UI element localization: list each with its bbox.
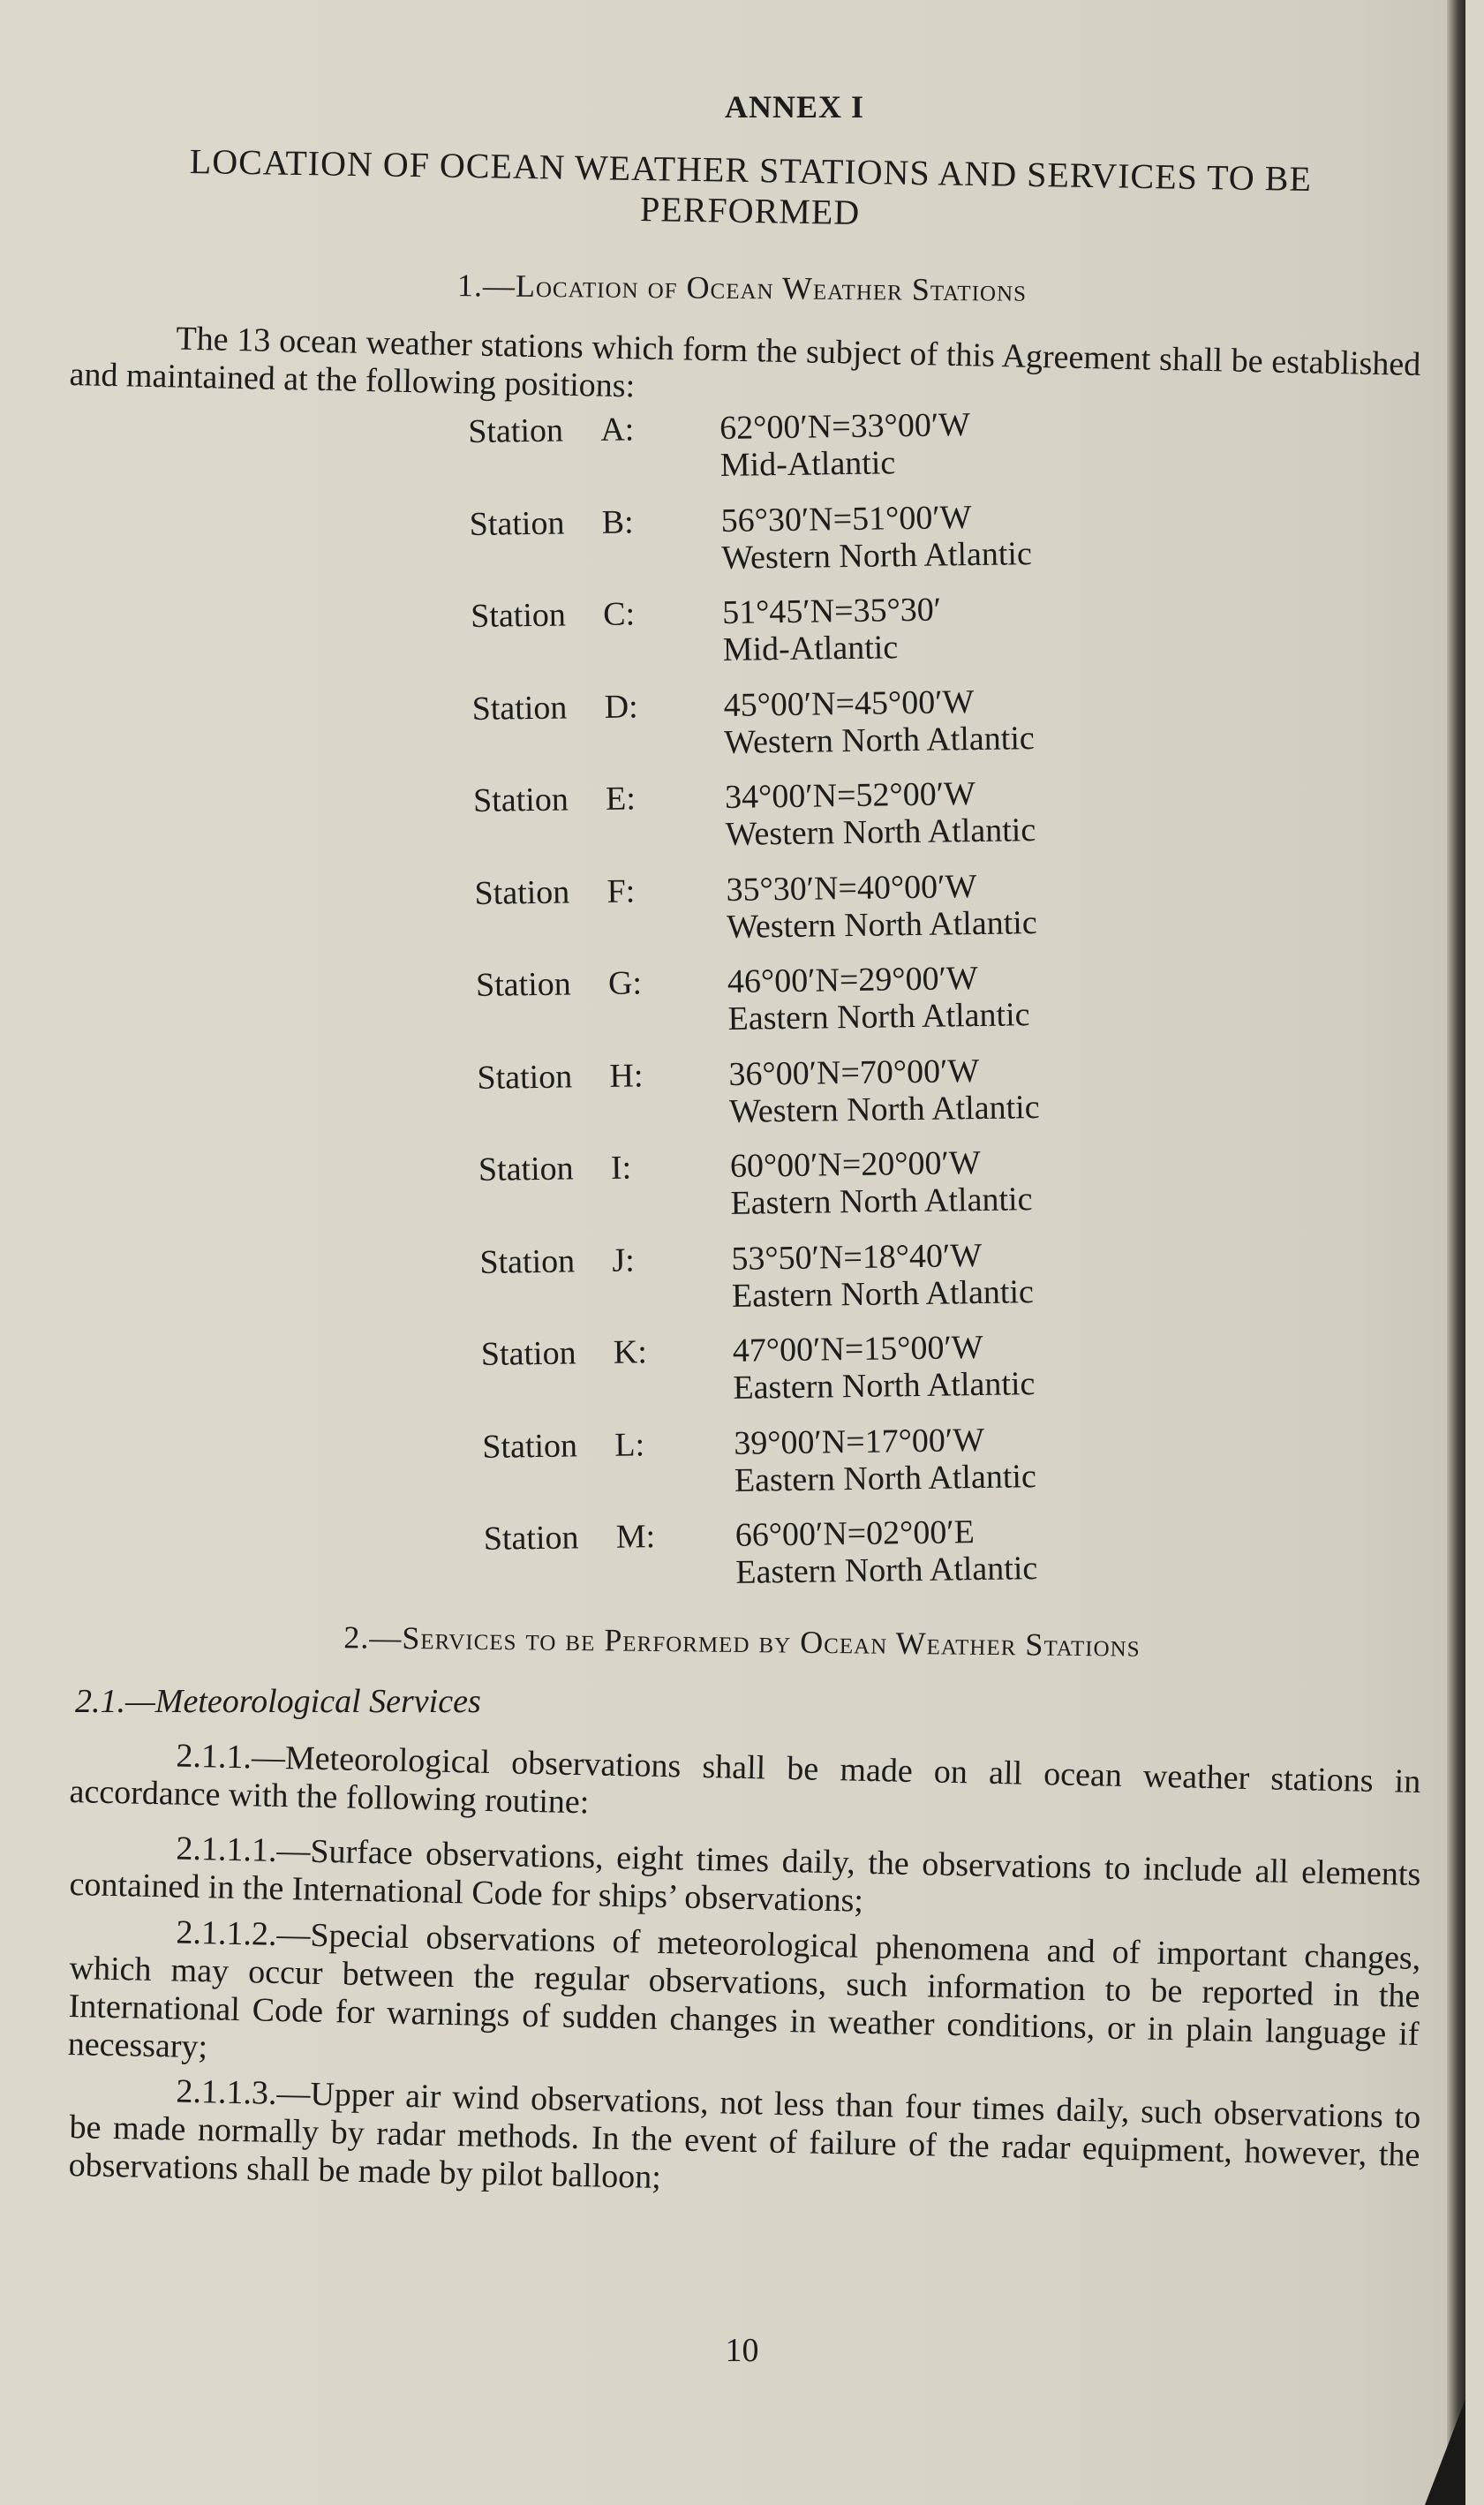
station-region: Western North Atlantic	[725, 811, 1036, 853]
station-row	[469, 494, 1264, 598]
station-label: Station	[474, 872, 570, 912]
station-label: Station	[483, 1519, 579, 1558]
station-label: Station	[470, 596, 567, 635]
station-letter: B:	[601, 502, 634, 541]
station-coordinates: 47°00′N=15°00′W	[732, 1328, 983, 1369]
paragraph-2-1-1-2	[67, 1912, 1420, 2092]
station-row	[471, 586, 1266, 690]
station-region: Eastern North Atlantic	[727, 996, 1030, 1037]
station-coordinates: 45°00′N=45°00′W	[723, 683, 975, 724]
station-letter: A:	[599, 411, 635, 449]
section2-heading: 2.—Services to be Performed by Ocean Weather Stations	[343, 1619, 1141, 1664]
station-letter: G:	[607, 964, 643, 1002]
station-letter: E:	[605, 780, 637, 818]
station-label: Station	[472, 781, 569, 819]
station-coordinates: 46°00′N=29°00′W	[727, 959, 979, 1000]
station-letter: M:	[615, 1518, 656, 1556]
station-letter: J:	[612, 1241, 636, 1279]
station-row	[484, 1509, 1279, 1612]
station-region: Western North Atlantic	[728, 1088, 1040, 1130]
station-region: Eastern North Atlantic	[733, 1365, 1036, 1407]
station-row	[481, 1324, 1277, 1428]
station-coordinates: 34°00′N=52°00′W	[724, 775, 976, 816]
station-label: Station	[478, 1150, 574, 1188]
section2-subheading: 2.1.—Meteorological Services	[75, 1683, 481, 1720]
station-coordinates: 35°30′N=40°00′W	[726, 867, 977, 909]
station-region: Eastern North Atlantic	[731, 1272, 1035, 1315]
document-title: LOCATION OF OCEAN WEATHER STATIONS AND SERVICES TO BE PERFORMED	[189, 141, 1313, 232]
station-coordinates: 66°00′N=02°00′E	[734, 1513, 976, 1554]
paragraph-text: 2.1.1.2.—Special observations of meteorological phenomena and of important changes, which may occur between the regular observations, such information to be reported in the International Code for warnings of sudden changes in weather conditions, or in plain language if necessary;	[67, 1913, 1421, 2066]
station-coordinates: 39°00′N=17°00′W	[734, 1421, 985, 1462]
station-region: Eastern North Atlantic	[730, 1181, 1033, 1222]
annex-title: ANNEX I	[724, 89, 864, 124]
station-region: Mid-Atlantic	[719, 444, 896, 485]
station-row	[473, 771, 1269, 874]
station-label: Station	[477, 1057, 573, 1097]
station-coordinates: 56°30′N=51°00′W	[720, 498, 972, 539]
section1-heading: 1.—Location of Ocean Weather Stations	[456, 268, 1028, 308]
station-row	[474, 864, 1269, 967]
station-letter: D:	[604, 687, 638, 726]
station-coordinates: 53°50′N=18°40′W	[731, 1236, 983, 1278]
station-region: Mid-Atlantic	[722, 629, 899, 668]
station-row	[477, 1048, 1272, 1151]
paragraph-text: 2.1.1.—Meteorological observations shall be made on all ocean weather stations in accordance with the following routine:	[69, 1737, 1421, 1822]
station-label: Station	[480, 1334, 576, 1373]
station-letter: I:	[610, 1149, 632, 1187]
station-row	[482, 1417, 1277, 1520]
station-label: Station	[479, 1241, 576, 1281]
station-label: Station	[469, 503, 565, 543]
station-row	[478, 1140, 1274, 1243]
station-region: Western North Atlantic	[723, 719, 1036, 761]
paragraph-2-1-1	[69, 1735, 1420, 1839]
station-coordinates: 36°00′N=70°00′W	[728, 1052, 980, 1093]
station-row	[471, 679, 1267, 782]
station-coordinates: 62°00′N=33°00′W	[719, 406, 971, 448]
station-label: Station	[471, 688, 568, 728]
station-region: Western North Atlantic	[721, 534, 1033, 577]
station-label: Station	[482, 1426, 578, 1466]
station-letter: C:	[602, 595, 636, 633]
station-coordinates: 51°45′N=35°30′	[721, 591, 942, 631]
station-letter: F:	[606, 871, 636, 910]
section1-intro-text: The 13 ocean weather stations which form the subject of this Agreement shall be established and maintained at the following positions:	[69, 320, 1421, 405]
page-number: 10	[725, 2332, 759, 2369]
station-label: Station	[468, 411, 564, 450]
paragraph-2-1-1-3	[68, 2071, 1420, 2213]
station-letter: K:	[613, 1333, 648, 1371]
station-row	[479, 1233, 1275, 1336]
paragraph-text: 2.1.1.3.—Upper air wind observations, not less than four times daily, such observations to be made normally by radar methods. In the event of failure of the radar equipment, however, the observations shall be made by pilot balloon;	[68, 2072, 1421, 2197]
station-row	[476, 955, 1271, 1059]
page-corner-shadow	[1425, 2399, 1465, 2505]
station-letter: H:	[609, 1056, 644, 1095]
station-row	[468, 402, 1263, 505]
station-region: Eastern North Atlantic	[735, 1550, 1038, 1591]
station-letter: L:	[614, 1425, 645, 1464]
station-label: Station	[475, 965, 572, 1004]
page-edge-shadow	[1447, 0, 1465, 2505]
station-list	[468, 402, 1279, 1612]
station-coordinates: 60°00′N=20°00′W	[729, 1143, 981, 1185]
station-region: Western North Atlantic	[726, 903, 1037, 946]
paragraph-text: 2.1.1.1.—Surface observations, eight times daily, the observations to include all elements contained in the International Code for ships’ observations;	[69, 1830, 1421, 1920]
station-region: Eastern North Atlantic	[734, 1457, 1037, 1499]
